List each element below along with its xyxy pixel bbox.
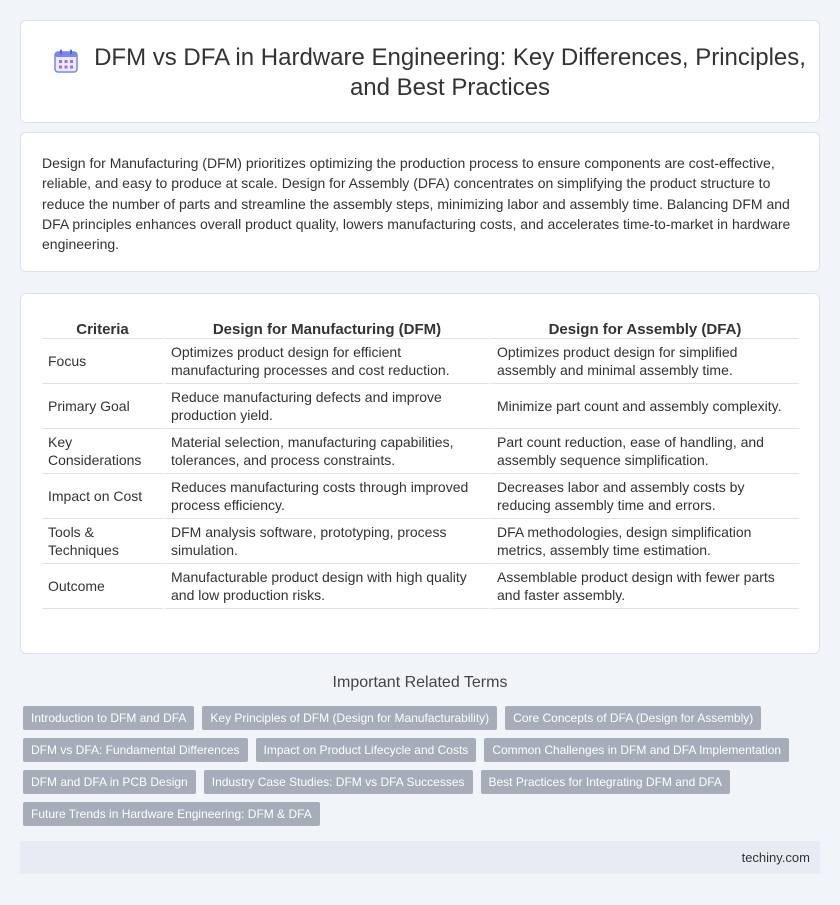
dfm-cell: Material selection, manufacturing capabilities, tolerances, and process constraints. xyxy=(163,429,489,474)
column-header: Design for Manufacturing (DFM) xyxy=(163,316,489,339)
table-row xyxy=(42,339,799,384)
dfa-cell: Part count reduction, ease of handling, and assembly sequence simplification. xyxy=(489,429,799,474)
table-row xyxy=(42,429,799,474)
criteria-cell: Tools & Techniques xyxy=(42,519,163,564)
related-term-tag[interactable]: Common Challenges in DFM and DFA Implementation xyxy=(484,738,789,762)
related-term-tag[interactable]: Key Principles of DFM (Design for Manufacturability) xyxy=(202,706,497,730)
intro-text: Design for Manufacturing (DFM) prioritizes optimizing the production process to ensure components are cost-effective, reliable, and easy to produce at scale. Design for Assembly (DFA) concentrates on simplifying the product structure to reduce the number of parts and streamline the assembly steps, minimizing labor and assembly time. Balancing DFM and DFA principles enhances overall product quality, lowers manufacturing costs, and accelerates time-to-market in hardware engineering. xyxy=(42,155,791,253)
footer xyxy=(20,841,820,874)
dfa-cell: Minimize part count and assembly complexity. xyxy=(489,384,799,429)
table-row xyxy=(42,474,799,519)
related-term-tag[interactable]: Best Practices for Integrating DFM and DFA xyxy=(481,770,730,794)
intro-card xyxy=(20,132,820,272)
comparison-table xyxy=(42,316,799,609)
related-terms-list xyxy=(23,706,813,826)
table-row xyxy=(42,519,799,564)
column-header: Criteria xyxy=(42,316,163,339)
column-header: Design for Assembly (DFA) xyxy=(489,316,799,339)
dfm-cell: Reduce manufacturing defects and improve production yield. xyxy=(163,384,489,429)
related-term-tag[interactable]: Industry Case Studies: DFM vs DFA Successes xyxy=(204,770,473,794)
related-term-tag[interactable]: Future Trends in Hardware Engineering: DFM & DFA xyxy=(23,802,320,826)
comparison-card xyxy=(20,293,820,654)
dfm-cell: Manufacturable product design with high quality and low production risks. xyxy=(163,564,489,609)
related-term-tag[interactable]: Impact on Product Lifecycle and Costs xyxy=(256,738,477,762)
related-term-tag[interactable]: DFM vs DFA: Fundamental Differences xyxy=(23,738,248,762)
dfm-cell: Optimizes product design for efficient manufacturing processes and cost reduction. xyxy=(163,339,489,384)
dfm-cell: Reduces manufacturing costs through improved process efficiency. xyxy=(163,474,489,519)
table-row xyxy=(42,564,799,609)
criteria-cell: Impact on Cost xyxy=(42,474,163,519)
dfm-cell: DFM analysis software, prototyping, process simulation. xyxy=(163,519,489,564)
site-link[interactable]: techiny.com xyxy=(741,850,810,865)
related-term-tag[interactable]: DFM and DFA in PCB Design xyxy=(23,770,196,794)
criteria-cell: Outcome xyxy=(42,564,163,609)
dfa-cell: DFA methodologies, design simplification metrics, assembly time estimation. xyxy=(489,519,799,564)
related-term-tag[interactable]: Introduction to DFM and DFA xyxy=(23,706,194,730)
calendar-icon xyxy=(53,48,79,74)
table-header-row xyxy=(42,316,799,339)
dfa-cell: Optimizes product design for simplified assembly and minimal assembly time. xyxy=(489,339,799,384)
dfa-cell: Assemblable product design with fewer parts and faster assembly. xyxy=(489,564,799,609)
page-title: DFM vs DFA in Hardware Engineering: Key Differences, Principles, and Best Practices xyxy=(94,44,806,101)
criteria-cell: Key Considerations xyxy=(42,429,163,474)
dfa-cell: Decreases labor and assembly costs by reducing assembly time and errors. xyxy=(489,474,799,519)
related-term-tag[interactable]: Core Concepts of DFA (Design for Assembly) xyxy=(505,706,761,730)
related-terms-heading: Important Related Terms xyxy=(332,674,508,691)
criteria-cell: Primary Goal xyxy=(42,384,163,429)
criteria-cell: Focus xyxy=(42,339,163,384)
header-card xyxy=(20,20,820,123)
table-row xyxy=(42,384,799,429)
